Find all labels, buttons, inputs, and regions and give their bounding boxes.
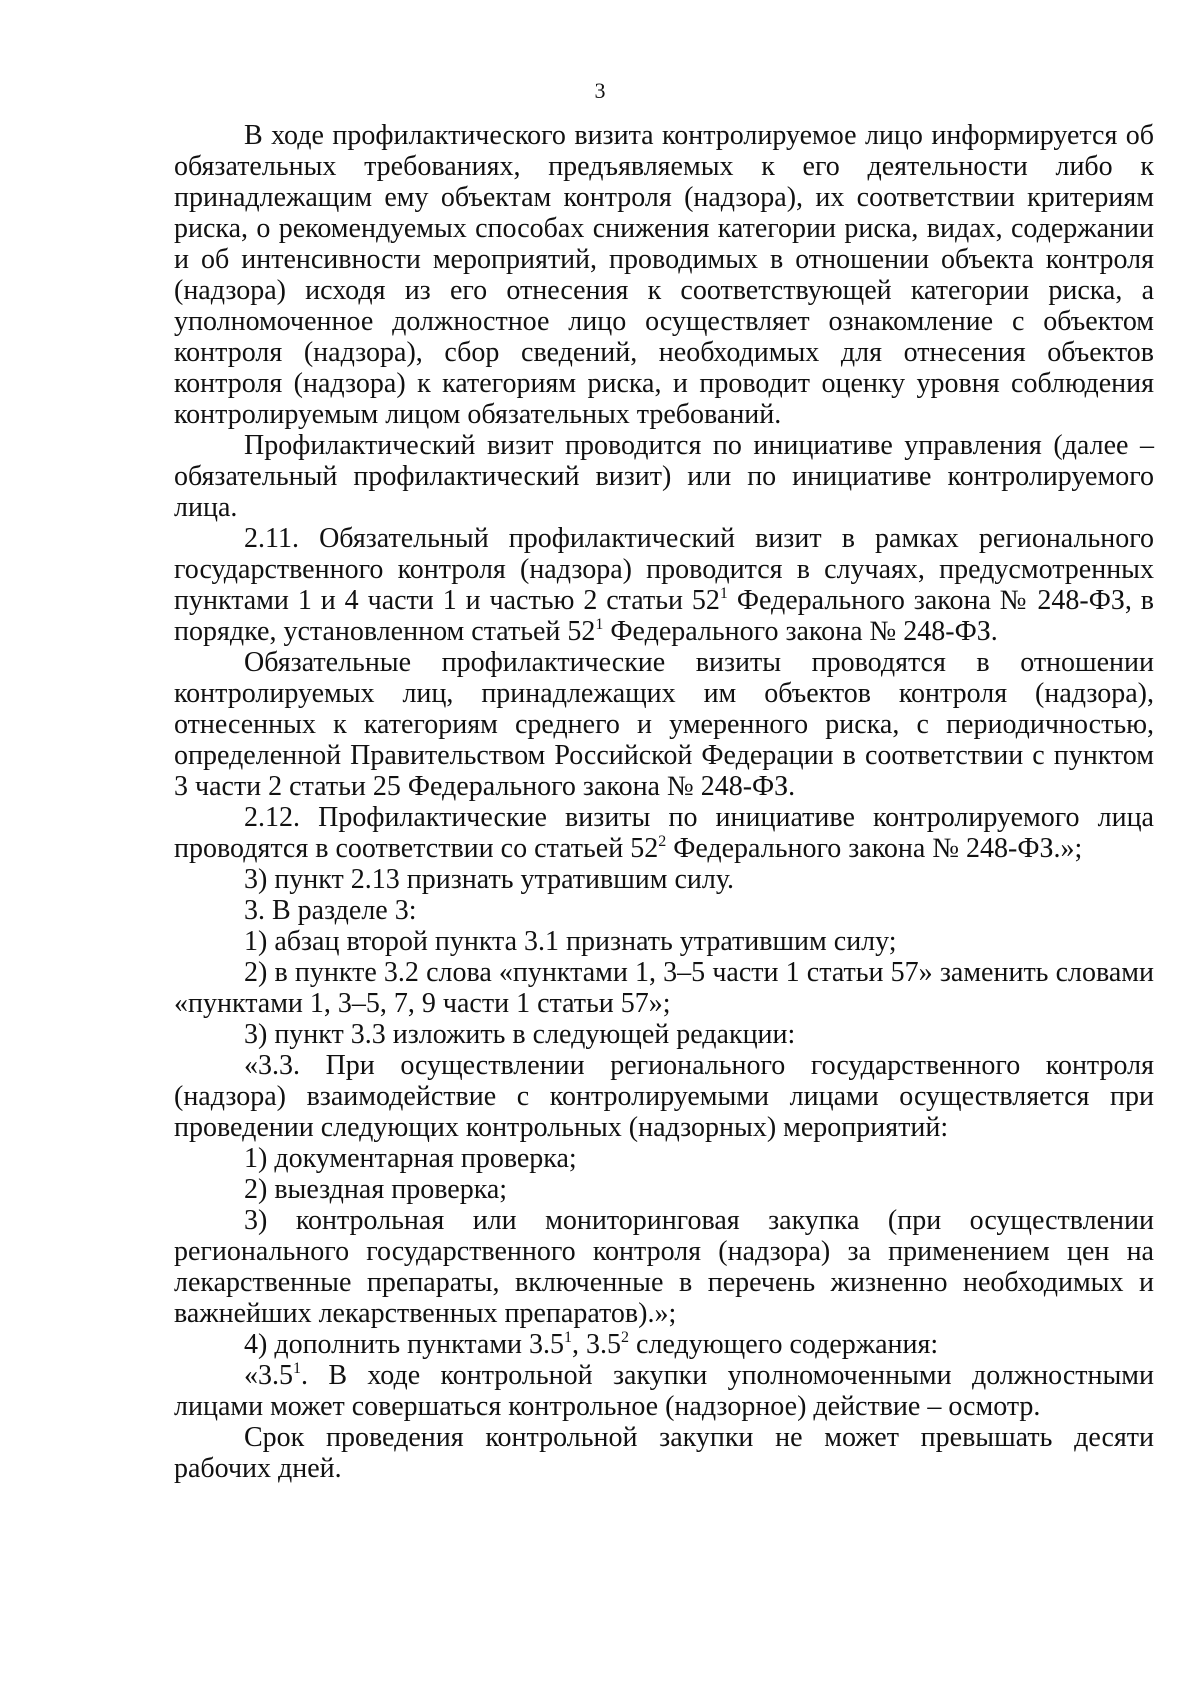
paragraph-3-5-1: «$3.5^1$. В ходе контрольной закупки уполномоченными должностными лицами может совершаться контрольное (надзорное) действие – осмотр.	[174, 1360, 1154, 1422]
paragraph-visit-info: В ходе профилактического визита контролируемое лицо информируется об обязательных требованиях, предъявляемых к его деятельности либо к принадлежащим ему объектам контроля (надзора), их соответствии критериям риска, о рекомендуемых способах снижения категории риска, видах, содержании и об интенсивности мероприятий, проводимых в отношении объекта контроля (надзора) исходя из его отнесения к соответствующей категории риска, а уполномоченное должностное лицо осуществляет ознакомление с объектом контроля (надзора), сбор сведений, необходимых для отнесения объектов контроля (надзора) к категориям риска, и проводит оценку уровня соблюдения контролируемым лицом обязательных требований.	[174, 120, 1154, 430]
paragraph-purchase-term: Срок проведения контрольной закупки не может превышать десяти рабочих дней.	[174, 1422, 1154, 1484]
superscript: 1	[719, 585, 728, 602]
page-number: 3	[594, 78, 606, 103]
paragraph-mandatory-visits: Обязательные профилактические визиты проводятся в отношении контролируемых лиц, принадлежащих им объектов контроля (надзора), отнесенных к категориям среднего и умеренного риска, с периодичностью, определенной Правительством Российской Федерации в соответствии с пунктом 3 части 2 статьи 25 Федерального закона № 248-ФЗ.	[174, 647, 1154, 802]
paragraph-2-11: 2.11. Обязательный профилактический визит в рамках регионального государственного контроля (надзора) проводится в случаях, предусмотренных пунктами 1 и 4 части 1 и частью 2 статьи $52^1$ Федерального закона № 248-ФЗ, в порядке, установленном статьей $52^1$ Федерального закона № 248-ФЗ.	[174, 523, 1155, 647]
superscript: 2	[621, 1329, 630, 1346]
paragraph-item-3-2: 2) в пункте 3.2 слова «пунктами 1, 3–5 части 1 статьи 57» заменить словами «пунктами 1, 3–5, 7, 9 части 1 статьи 57»;	[174, 957, 1154, 1019]
list-item-onsite: 2) выездная проверка;	[244, 1174, 508, 1205]
paragraph-3-3-text: «3.3. При осуществлении регионального государственного контроля (надзора) взаимодействие с контролируемыми лицами осуществляется при проведении следующих контрольных (надзорных) мероприятий:	[174, 1050, 1154, 1143]
superscript: 1	[293, 1360, 301, 1377]
document-body	[174, 120, 1154, 1484]
paragraph-section-3: 3. В разделе 3:	[244, 895, 417, 926]
paragraph-item-2-13: 3) пункт 2.13 признать утратившим силу.	[244, 864, 735, 895]
paragraph-add-items: 4) дополнить пунктами $3.5^1$, $3.5^2$ следующего содержания:	[244, 1329, 939, 1360]
superscript: 1	[564, 1329, 573, 1346]
list-item-purchase: 3) контрольная или мониторинговая закупка (при осуществлении регионального государственного контроля (надзора) за применением цен на лекарственные препараты, включенные в перечень жизненно необходимых и важнейших лекарственных препаратов).»;	[174, 1205, 1154, 1329]
paragraph-item-3-1: 1) абзац второй пункта 3.1 признать утратившим силу;	[244, 926, 897, 957]
paragraph-item-3-3: 3) пункт 3.3 изложить в следующей редакции:	[244, 1019, 796, 1050]
list-item-documentary: 1) документарная проверка;	[244, 1143, 577, 1174]
superscript: 1	[595, 616, 604, 633]
paragraph-visit-initiative: Профилактический визит проводится по инициативе управления (далее – обязательный профилактический визит) или по инициативе контролируемого лица.	[174, 430, 1154, 523]
paragraph-2-12: 2.12. Профилактические визиты по инициативе контролируемого лица проводятся в соответствии со статьей $52^2$ Федерального закона № 248-ФЗ.»;	[174, 802, 1154, 864]
superscript: 2	[658, 833, 667, 850]
